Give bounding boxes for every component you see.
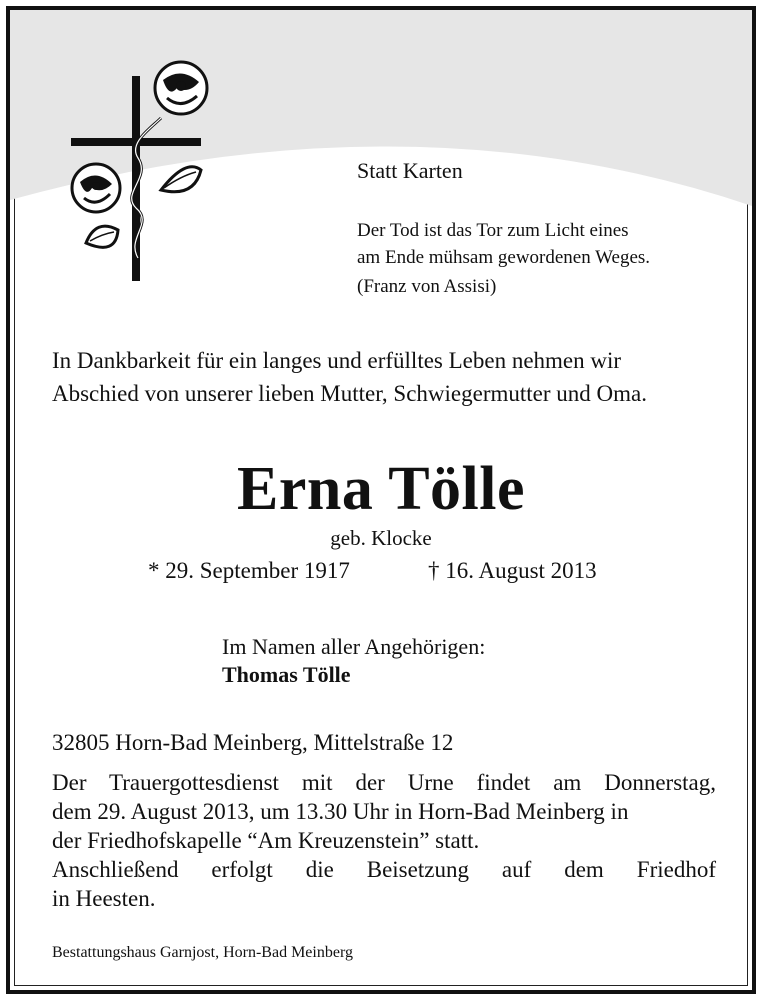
service-line-4: Anschließend erfolgt die Beisetzung auf dem Friedhof — [52, 857, 716, 882]
birth-date: * 29. September 1917 — [148, 558, 350, 583]
funeral-home: Bestattungshaus Garnjost, Horn-Bad Meinberg — [52, 944, 353, 961]
signatory-name: Thomas Tölle — [222, 662, 351, 687]
service-line-2: dem 29. August 2013, um 13.30 Uhr in Horn-Bad Meinberg in — [52, 799, 629, 824]
service-line-1: Der Trauergottesdienst mit der Urne findet am Donnerstag, — [52, 770, 716, 795]
quote-line-1: Der Tod ist das Tor zum Licht eines — [357, 220, 629, 241]
death-date: † 16. August 2013 — [428, 558, 597, 583]
obituary-frame — [6, 6, 756, 994]
quote-author: (Franz von Assisi) — [357, 276, 497, 297]
address: 32805 Horn-Bad Meinberg, Mittelstraße 12 — [52, 730, 454, 755]
service-line-5: in Heesten. — [52, 886, 156, 911]
quote-line-2: am Ende mühsam gewordenen Weges. — [357, 247, 651, 268]
intro-line-2: Abschied von unserer lieben Mutter, Schwiegermutter und Oma. — [52, 381, 648, 406]
maiden-name: geb. Klocke — [330, 526, 432, 550]
intro-line-1: In Dankbarkeit für ein langes und erfülltes Leben nehmen wir — [52, 348, 622, 373]
family-label: Im Namen aller Angehörigen: — [222, 634, 486, 659]
service-line-3: der Friedhofskapelle “Am Kreuzenstein” statt. — [52, 828, 480, 853]
cross-with-roses-icon — [66, 58, 236, 288]
statt-karten: Statt Karten — [357, 158, 463, 183]
deceased-name: Erna Tölle — [236, 455, 526, 523]
